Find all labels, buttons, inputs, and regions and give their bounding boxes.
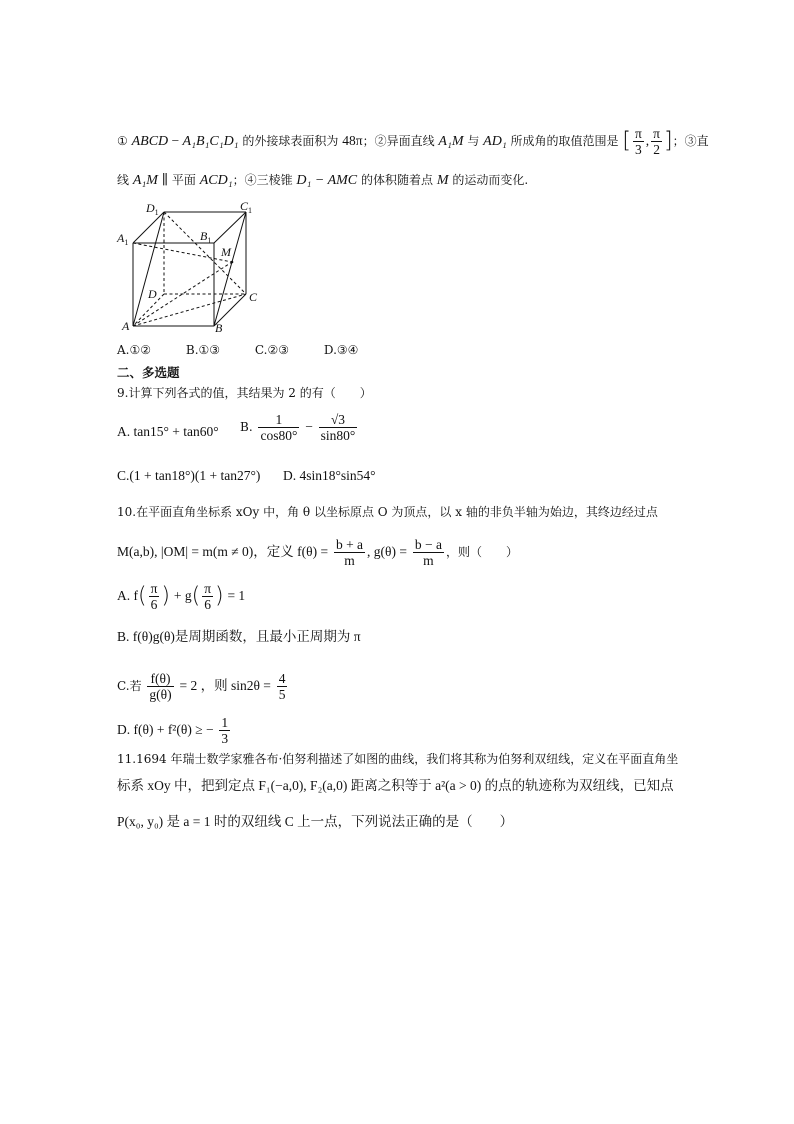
math-ad1: AD₁ [483, 134, 507, 149]
denominator: cos80° [260, 428, 298, 443]
denominator: m [344, 553, 355, 568]
denominator: 3 [635, 142, 642, 157]
denominator: m [423, 553, 434, 568]
fraction-1-3 [219, 715, 230, 746]
denominator: g(θ) [149, 687, 172, 702]
label-b1: $B_1$ [200, 229, 212, 245]
q8-statement-line2 [117, 170, 528, 191]
numerator: 1 [258, 412, 299, 428]
label-b: B [215, 321, 223, 335]
math-m: M [436, 173, 449, 188]
math-a1m: A₁M [438, 134, 464, 149]
bracket-open: [ [622, 128, 631, 154]
label-a1: $A_1$ [117, 231, 129, 247]
q10-option-c [117, 671, 289, 702]
q9-option-b [240, 412, 359, 443]
denominator: 6 [204, 597, 211, 612]
q10-stem-line1: 10.在平面直角坐标系 xOy 中，角 θ 以坐标原点 O 为顶点，以 x 轴的非负半轴为始边，其终边经过点 [117, 505, 658, 519]
minus: − [305, 419, 313, 434]
math-d1amc: D₁ − AMC [296, 173, 358, 188]
fraction-1-cos80 [258, 412, 299, 443]
numerator: π [204, 581, 212, 596]
stem-part-a: M(a,b), |OM| = m(m ≠ 0)，定义 f(θ) = [117, 544, 329, 559]
denominator: sin80° [320, 428, 356, 443]
label-d1: $D_1$ [146, 201, 159, 217]
numerator: b + a [335, 537, 364, 552]
label-a: A [122, 319, 130, 333]
label-c: C [249, 290, 258, 304]
q10-option-a: A. f( $\frac{\pi}{6}$ ) + g( $\frac{\pi}{6}$ ) = 1 [117, 581, 246, 612]
denominator: 3 [221, 731, 229, 746]
circled-1: ① [117, 134, 128, 148]
numerator: √3 [319, 412, 358, 428]
text: ；③直 [672, 134, 709, 148]
math-acd1: ACD₁ [199, 173, 233, 188]
point-m [231, 261, 234, 264]
option-a-end: = 1 [227, 588, 246, 603]
section-title: 二、多选题 [117, 365, 180, 380]
math-a1b1c1d1: A₁B₁C₁D₁ [182, 134, 239, 149]
numerator: π [634, 126, 642, 141]
math-a1m: A₁M [132, 173, 158, 188]
numerator: π [150, 581, 158, 596]
option-d-label: D. f(θ) + f²(θ) ≥ − [117, 722, 214, 737]
fraction-pi-3 [633, 126, 644, 157]
q8-statement-line1: ① ABCD − A₁B₁C₁D₁ 的外接球表面积为 48π；②异面直线 A₁M 与 AD₁ 所成角的取值范围是 [ $\frac{\pi}{3}$ , $\frac{\pi}{2}$ ]；③直 [117, 126, 709, 157]
text: 所成角的取值范围是 [510, 134, 619, 148]
segment-ad1 [133, 212, 164, 326]
option-c-label: C.若 [117, 679, 142, 693]
bracket-close: ] [664, 128, 673, 154]
label-d: D [148, 287, 157, 301]
q8-options [117, 340, 358, 360]
fraction-pi-6 [149, 581, 160, 612]
option-b-label: B. [240, 420, 253, 434]
q11-stem-line2 [117, 776, 674, 796]
stem-part-b: , g(θ) = [367, 544, 407, 559]
fraction-f-over-g [147, 671, 173, 702]
numerator: b − a [414, 537, 442, 552]
dash: − [168, 133, 183, 148]
fraction-4-5 [277, 671, 288, 702]
q9-option-c [117, 466, 260, 486]
label-c1: $C_1$ [240, 199, 253, 215]
denominator: 6 [150, 597, 158, 612]
q10-option-d [117, 715, 232, 746]
numerator: 4 [278, 671, 286, 686]
fraction-pi-2 [651, 126, 662, 157]
text: 的体积随着点 [360, 173, 433, 187]
text: ；②异面直线 [362, 134, 435, 148]
label-m: M [221, 245, 231, 259]
numerator: f(θ) [147, 671, 173, 687]
fraction-f-def [334, 537, 365, 568]
segment-bc1 [214, 212, 246, 326]
numerator: 1 [221, 715, 229, 730]
q11-stem-line3 [117, 812, 513, 832]
option-c-text: C.(1 + tan18°)(1 + tan27°) [117, 468, 261, 483]
options-text: A.①② B.①③ C.②③ D.③④ [117, 343, 359, 357]
q9-option-d [283, 466, 376, 486]
text: 与 [467, 134, 480, 148]
q10-option-b [117, 627, 361, 647]
math-abcd: ABCD [131, 134, 169, 149]
text: ；④三棱锥 [232, 173, 293, 187]
stem-part-c: ，则（ ） [445, 545, 518, 559]
q9-stem: 9.计算下列各式的值，其结果为 2 的有（ ） [117, 386, 372, 400]
fraction-g-def [413, 537, 444, 568]
text: 的运动而变化. [452, 173, 529, 187]
q10-stem-line2 [117, 537, 518, 568]
stem-line2-text: 标系 xOy 中，把到定点 F₁(−a,0), F₂(a,0) 距离之积等于 a²(a > 0) 的点的轨迹称为双纽线，已知点 [117, 778, 674, 793]
option-a-mid: + g [173, 588, 192, 603]
numerator: π [653, 126, 660, 141]
option-c-mid: = 2 ，则 sin2θ = [179, 678, 271, 693]
stem-line3-text: P(x₀, y₀) 是 a = 1 时的双纽线 C 上一点，下列说法正确的是（ ） [117, 814, 514, 829]
segment-a1m-hidden [133, 243, 232, 262]
q9-option-a [117, 422, 219, 442]
math-48pi: 48π [342, 133, 363, 148]
q11-stem-line1: 11.1694 年瑞士数学家雅各布·伯努利描述了如图的曲线，我们将其称为伯努利双纽线，定义在平面直角坐 [117, 752, 679, 766]
fraction-pi-6-b [202, 581, 213, 612]
text: 的外接球表面积为 [242, 134, 339, 148]
parallel-symbol: ∥ [161, 172, 169, 187]
cube-figure [114, 198, 264, 338]
option-a-label: A. f [117, 588, 138, 603]
option-d-text: D. 4sin18°sin54° [283, 468, 376, 483]
option-a-text: A. tan15° + tan60° [117, 424, 219, 439]
fraction-sqrt3-sin80 [319, 412, 358, 443]
denominator: 2 [653, 142, 660, 157]
text: 线 [117, 173, 130, 187]
denominator: 5 [278, 687, 286, 702]
option-b-text: B. f(θ)g(θ)是周期函数，且最小正周期为 π [117, 629, 361, 644]
text: 平面 [171, 173, 196, 187]
